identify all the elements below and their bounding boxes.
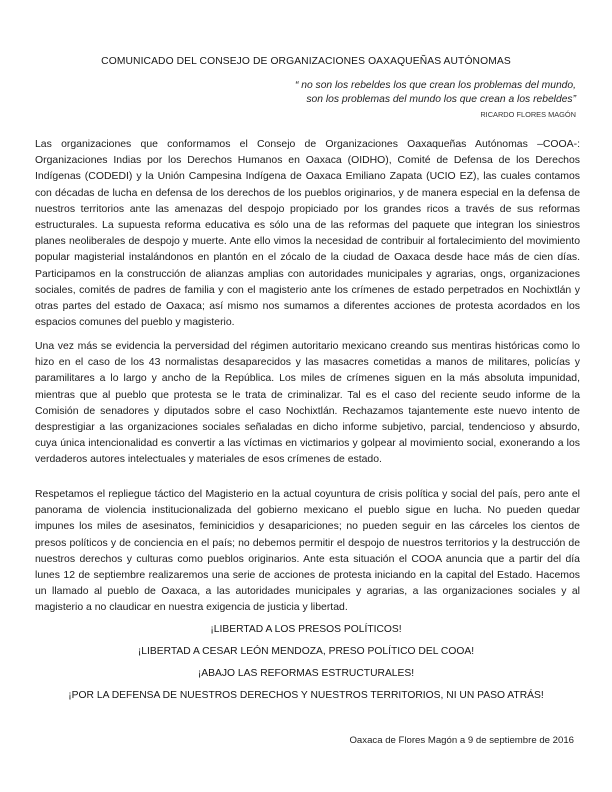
- paragraph-2: Una vez más se evidencia la perversidad del régimen autoritario mexicano creando sus mentiras históricas como lo hizo en el caso de los 43 normalistas desaparecidos y las masacres cometidas a manos de militares, policías y paramilitares a lo largo y ancho de la República. Los miles de crímenes siguen en la más absoluta impunidad, mientras que al pueblo que protesta se le trata de criminalizar. Tal es el caso del reciente seudo informe de la Comisión de senadores y diputados sobre el caso Nochixtlán. Rechazamos tajantemente este nuevo intento de desprestigiar a las organizaciones sociales señaladas en dicho informe subjetivo, parcial, tendencioso y absurdo, cuya única intencionalidad es convertir a las víctimas en victimarios y golpear al movimiento social, exonerando a los verdaderos autores intelectuales y materiales de esos crímenes de estado.: [35, 341, 580, 466]
- paragraph-1: Las organizaciones que conformamos el Consejo de Organizaciones Oaxaqueñas Autónomas –COOA-: Organizaciones Indias por los Derechos Humanos en Oaxaca (OIDHO), Comité de Defensa de los Derechos Indígenas (CODEDI) y la Unión Campesina Indígena de Oaxaca Emiliano Zapata (UCIO EZ), las cuales contamos con décadas de lucha en defensa de los derechos de los pueblos originarios, y de manera especial en la defensa de nuestros territorios ante las amenazas del despojo propiciado por los grandes ricos a través de sus reformas estructurales. La supuesta reforma educativa es sólo una de las reformas del paquete que integran los siniestros planes neoliberales de despojo y muerte. Ante ello vimos la necesidad de contribuir al fortalecimiento del movimiento popular magisterial instalándonos en plantón en el zócalo de la ciudad de Oaxaca desde hace más de cien días. Participamos en la construcción de alianzas amplias con autoridades municipales y agrarias, ongs, organizaciones sociales, comités de padres de familia y con el magisterio ante los crímenes de estado perpetrados en Nochixtlán y otras partes del estado de Oaxaca; así mismo nos sumamos a diferentes acciones de protesta acordados en los espacios comunes del pueblo y magisterio.: [35, 139, 580, 329]
- slogan-1: ¡LIBERTAD A LOS PRESOS POLÍTICOS!: [210, 624, 402, 635]
- epigraph-line-1: “ no son los rebeldes los que crean los problemas del mundo,: [294, 80, 576, 91]
- epigraph-quote: [295, 79, 576, 107]
- slogan-2: ¡LIBERTAD A CESAR LEÓN MENDOZA, PRESO POLÍTICO DEL COOA!: [137, 646, 475, 657]
- slogan-3: ¡ABAJO LAS REFORMAS ESTRUCTURALES!: [197, 668, 415, 679]
- paragraph-3: Respetamos el repliegue táctico del Magisterio en la actual coyuntura de crisis política y social del país, pero ante el panorama de violencia institucionalizada del gobierno mexicano el pueblo sigue en lucha. No pueden quedar impunes los miles de asesinatos, feminicidios y desapariciones; no pueden seguir en las cárceles los cientos de presos políticos y de conciencia en el país; no debemos permitir el despojo de nuestros territorios y la destrucción de nuestros derechos y culturas como pueblos originarios. Ante esta situación el COOA anuncia que a partir del día lunes 12 de septiembre realizaremos una serie de acciones de protesta iniciando en la capital del Estado. Hacemos un llamado al pueblo de Oaxaca, a las autoridades municipales y agrarias, a las organizaciones sociales y al magisterio a no claudicar en nuestra exigencia de justicia y libertad.: [35, 489, 580, 614]
- slogan-4: ¡POR LA DEFENSA DE NUESTROS DERECHOS Y NUESTROS TERRITORIOS, NI UN PASO ATRÁS!: [68, 690, 544, 701]
- epigraph-line-2: son los problemas del mundo los que crean a los rebeldes”: [306, 94, 576, 105]
- signoff-date: Oaxaca de Flores Magón a 9 de septiembre de 2016: [349, 735, 574, 746]
- document-title: COMUNICADO DEL CONSEJO DE ORGANIZACIONES OAXAQUEÑAS AUTÓNOMAS: [101, 56, 511, 67]
- epigraph-author: RICARDO FLORES MAGÓN: [480, 110, 576, 119]
